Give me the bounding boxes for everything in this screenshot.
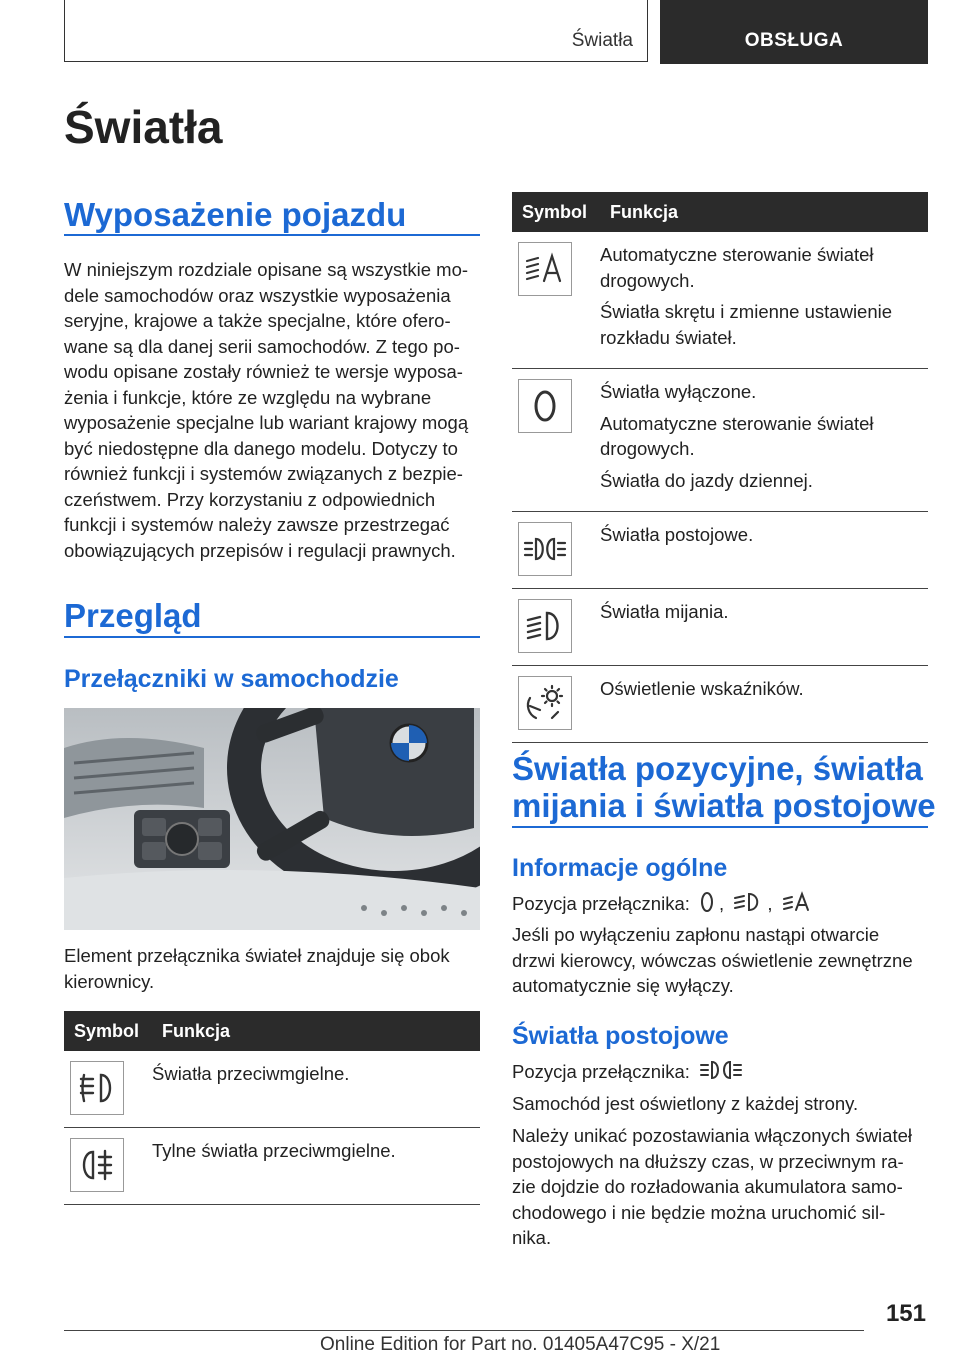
table-row: [512, 369, 928, 512]
function-text: Światła wyłączone.: [600, 381, 757, 402]
low-beam-icon: [518, 599, 572, 653]
heading-rule: [64, 636, 480, 638]
text-line: wane są dla danej serii samochodów. Z tego po‐: [64, 335, 460, 357]
table-row: [512, 666, 928, 743]
front-fog-light-icon: [70, 1061, 124, 1115]
function-text: Automatyczne sterowanie świateł drogowych.: [600, 244, 874, 291]
text-line: wyposażenie specjalne lub wariant krajowy mogą: [64, 412, 469, 433]
text-line: również funkcji i systemów związanych z bezpie‐: [64, 463, 463, 484]
text-line: Należy unikać pozostawiania włączonych świateł: [512, 1125, 912, 1146]
photo-caption: [64, 943, 484, 994]
symbol-table-right: [512, 192, 928, 743]
table-row: [64, 1051, 480, 1128]
table-row: [64, 1128, 480, 1205]
page-title: Światła: [64, 101, 223, 153]
parking-line1: Samochód jest oświetlony z każdej strony.: [512, 1093, 859, 1114]
heading-line: Światła pozycyjne, światła: [512, 750, 923, 787]
text-line: W niniejszym rozdziale opisane są wszystkie mo‐: [64, 259, 469, 280]
text-line: Jeśli po wyłączeniu zapłonu nastąpi otwarcie: [512, 924, 880, 945]
text-line: automatycznie się wyłączy.: [512, 975, 734, 996]
col-function: Funkcja: [600, 192, 928, 232]
text-line: nika.: [512, 1227, 552, 1248]
light-switch-photo: [64, 708, 480, 930]
heading-parking: Światła postojowe: [512, 1022, 729, 1050]
heading-switches: Przełączniki w samochodzie: [64, 665, 399, 693]
footer-rule: [64, 1330, 864, 1331]
text-line: kierownicy.: [64, 970, 155, 992]
text-line: czeństwem. Przy korzystaniu z odpowiednich: [64, 488, 436, 510]
section-name: Światła: [571, 30, 633, 51]
heading-general: Informacje ogólne: [512, 854, 728, 882]
table-row: [512, 512, 928, 589]
general-paragraph: [512, 922, 932, 999]
switch-position-line-2: [512, 1059, 932, 1088]
heading-line: mijania i światła postojowe: [512, 787, 936, 824]
heading-overview: Przegląd: [64, 597, 202, 634]
symbol-table-left: [64, 1011, 480, 1205]
table-row: [512, 232, 928, 369]
lights-off-zero-icon: [699, 891, 715, 920]
chapter-name: OBSŁUGA: [744, 30, 844, 51]
function-text: Oświetlenie wskaźników.: [600, 678, 804, 699]
switch-position-label: Pozycja przełącznika:: [512, 893, 690, 915]
page-number: 151: [885, 1300, 926, 1327]
text-line: obowiązujących przepisów i regulacji prawnych.: [64, 539, 456, 561]
auto-headlight-icon: [518, 242, 572, 296]
parking-light-icon: [699, 1059, 743, 1088]
chapter-tab: [660, 0, 928, 64]
heading-rule: [64, 234, 480, 236]
table-row: [512, 589, 928, 666]
function-text: Światła do jazdy dziennej.: [600, 469, 813, 491]
switch-position-line: [512, 891, 932, 920]
lights-off-zero-icon: [518, 379, 572, 433]
function-text: Światła przeciwmgielne.: [152, 1063, 350, 1084]
text-line: żenia i funkcje, które ze względu na wybrane: [64, 386, 432, 408]
instrument-lighting-icon: [518, 676, 572, 730]
function-text: Światła mijania.: [600, 601, 729, 622]
footer-edition: Online Edition for Part no. 01405A47C95 - X/21: [320, 1334, 721, 1355]
separator: ,: [767, 893, 773, 915]
text-line: Element przełącznika świateł znajduje się obok: [64, 945, 450, 966]
parking-paragraph: [512, 1123, 932, 1251]
function-text: Automatyczne sterowanie świateł drogowych.: [600, 412, 874, 459]
text-line: zie dojdzie do rozładowania akumulatora samo‐: [512, 1176, 903, 1197]
col-symbol: Symbol: [64, 1011, 152, 1051]
equipment-paragraph: [64, 257, 484, 563]
text-line: chodowego i nie będzie można uruchomić sil‐: [512, 1201, 886, 1223]
text-line: postojowych na dłuższy czas, w przeciwnym ra‐: [512, 1150, 904, 1172]
switch-position-label: Pozycja przełącznika:: [512, 1061, 690, 1083]
parking-light-icon: [518, 522, 572, 576]
function-text: Tylne światła przeciwmgielne.: [152, 1140, 396, 1161]
text-line: drzwi kierowcy, wówczas oświetlenie zewnętrzne: [512, 949, 913, 971]
col-symbol: Symbol: [512, 192, 600, 232]
section-tab: [64, 0, 648, 62]
auto-headlight-icon: [782, 891, 812, 920]
rear-fog-light-icon: [70, 1138, 124, 1192]
separator: ,: [719, 893, 725, 915]
function-text: Światła postojowe.: [600, 524, 754, 545]
text-line: dele samochodów oraz wszystkie wyposażenia: [64, 284, 451, 306]
heading-rule: [512, 826, 928, 828]
text-line: wodu opisane zostały również te wersje wyposa‐: [64, 361, 463, 382]
low-beam-icon: [733, 891, 763, 920]
heading-equipment: Wyposażenie pojazdu: [64, 196, 407, 233]
text-line: być niedostępne dla danego modelu. Dotyczy to: [64, 437, 458, 459]
text-line: seryjne, krajowe a także specjalne, które ofero‐: [64, 310, 451, 331]
heading-position-lights: [512, 750, 936, 824]
text-line: funkcji i systemów należy zawsze przestrzegać: [64, 514, 450, 535]
page-header: [64, 0, 928, 64]
function-text: Światła skrętu i zmienne ustawienie rozkładu świateł.: [600, 301, 893, 348]
col-function: Funkcja: [152, 1011, 480, 1051]
